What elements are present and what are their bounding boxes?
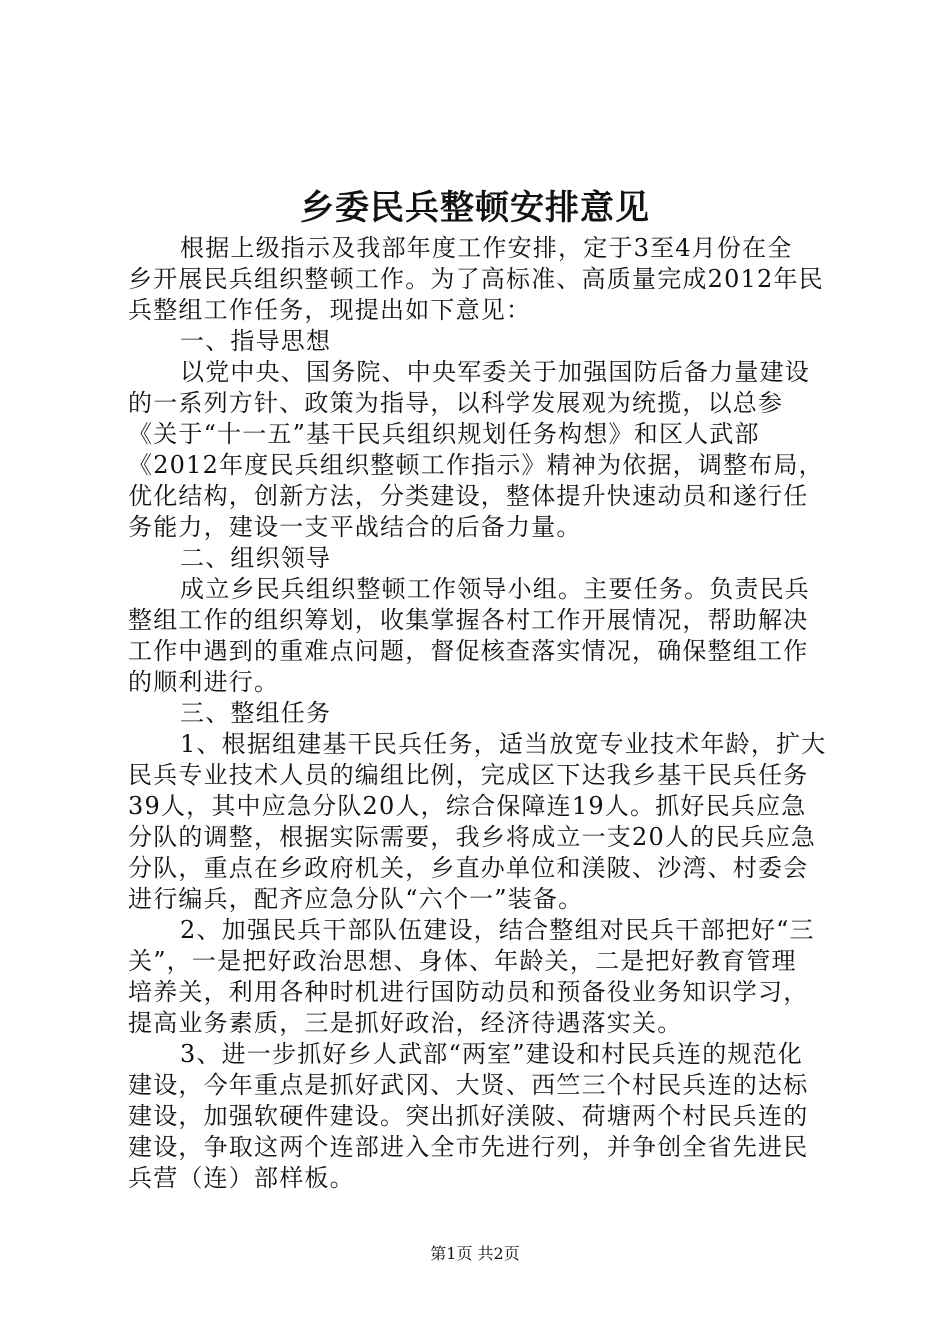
section-heading: 一、指导思想 (180, 327, 332, 355)
text-line: 优化结构，创新方法，分类建设，整体提升快速动员和遂行任 (128, 482, 809, 510)
text-line: 2、加强民兵干部队伍建设，结合整组对民兵干部把好“三 (180, 916, 815, 944)
text-line: 《2012年度民兵组织整顿工作指示》精神为依据，调整布局， (128, 451, 824, 479)
text-line: 民兵专业技术人员的编组比例，完成区下达我乡基干民兵任务 (128, 761, 809, 789)
text-line: 工作中遇到的重难点问题，督促核查落实情况，确保整组工作 (128, 637, 809, 665)
section-heading: 三、整组任务 (180, 699, 332, 727)
text-line: 关”，一是把好政治思想、身体、年龄关，二是把好教育管理 (128, 947, 797, 975)
text-line: 39人，其中应急分队20人，综合保障连19人。抓好民兵应急 (128, 792, 807, 820)
text-line: 根据上级指示及我部年度工作安排，定于3至4月份在全 (180, 234, 793, 262)
text-line: 建设，争取这两个连部进入全市先进行列，并争创全省先进民 (128, 1133, 809, 1161)
text-line: 建设，今年重点是抓好武冈、大贤、西竺三个村民兵连的达标 (128, 1071, 809, 1099)
text-line: 1、根据组建基干民兵任务，适当放宽专业技术年龄，扩大 (180, 730, 827, 758)
text-line: 成立乡民兵组织整顿工作领导小组。主要任务。负责民兵 (180, 575, 810, 603)
text-line: 务能力，建设一支平战结合的后备力量。 (128, 513, 582, 541)
document-title: 乡委民兵整顿安排意见 (300, 188, 650, 228)
text-line: 进行编兵，配齐应急分队“六个一”装备。 (128, 885, 584, 913)
text-line: 分队的调整，根据实际需要，我乡将成立一支20人的民兵应急 (128, 823, 817, 851)
text-line: 以党中央、国务院、中央军委关于加强国防后备力量建设 (180, 358, 810, 386)
text-line: 分队，重点在乡政府机关，乡直办单位和渼陂、沙湾、村委会 (128, 854, 809, 882)
text-line: 提高业务素质，三是抓好政治，经济待遇落实关。 (128, 1009, 683, 1037)
text-line: 兵整组工作任务，现提出如下意见： (128, 296, 532, 324)
text-line: 兵营（连）部样板。 (128, 1164, 355, 1192)
text-line: 建设，加强软硬件建设。突出抓好渼陂、荷塘两个村民兵连的 (128, 1102, 809, 1130)
text-line: 乡开展民兵组织整顿工作。为了高标准、高质量完成2012年民 (128, 265, 824, 293)
text-line: 整组工作的组织筹划，收集掌握各村工作开展情况，帮助解决 (128, 606, 809, 634)
page-number-footer: 第1页 共2页 (430, 1244, 520, 1263)
text-line: 《关于“十一五”基干民兵组织规划任务构想》和区人武部 (128, 420, 760, 448)
text-line: 的一系列方针、政策为指导，以科学发展观为统揽，以总参 (128, 389, 784, 417)
text-line: 的顺利进行。 (128, 668, 280, 696)
text-line: 培养关，利用各种时机进行国防动员和预备役业务知识学习， (128, 978, 809, 1006)
document-body (128, 233, 838, 1194)
section-heading: 二、组织领导 (180, 544, 332, 572)
text-line: 3、进一步抓好乡人武部“两室”建设和村民兵连的规范化 (180, 1040, 804, 1068)
